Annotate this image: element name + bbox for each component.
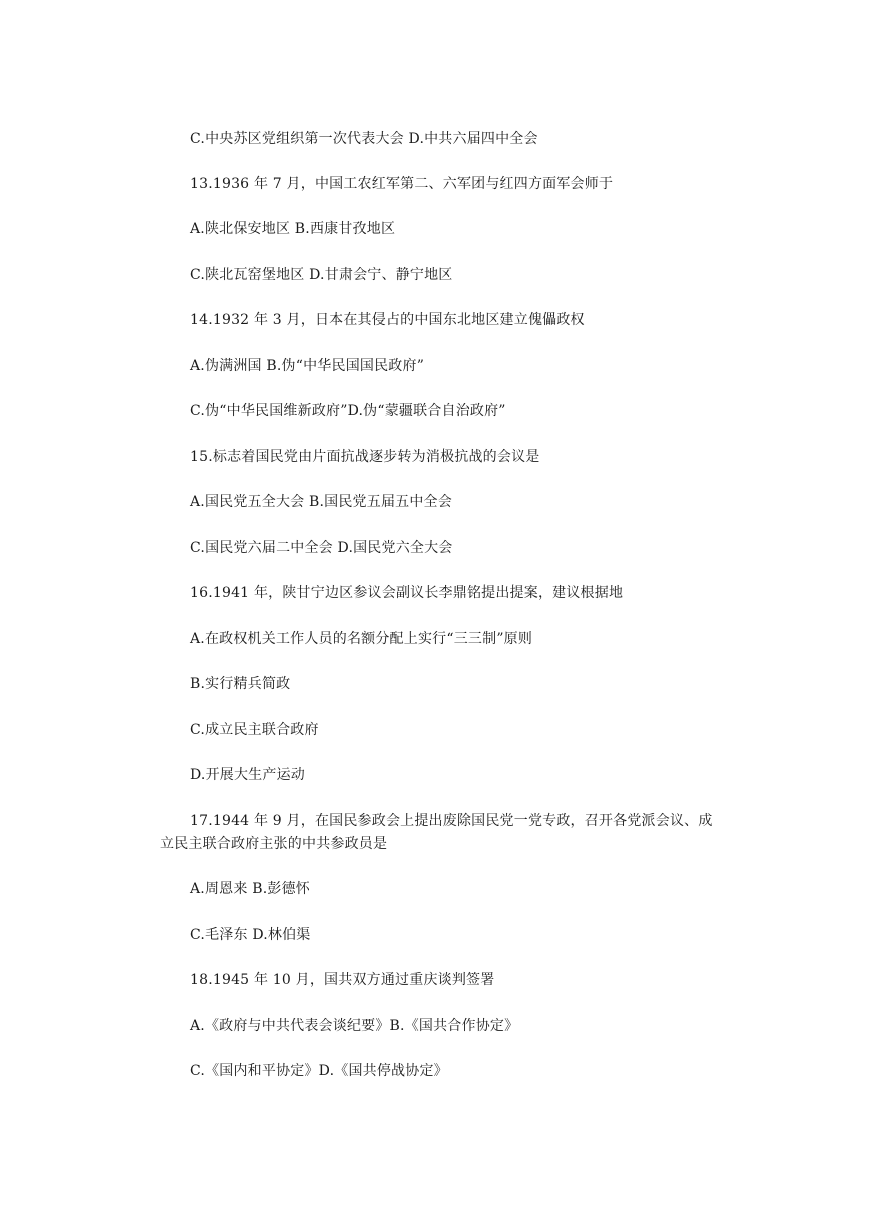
answer-option-16-d: D.开展大生产运动 <box>190 767 305 783</box>
answer-option-16-c: C.成立民主联合政府 <box>190 722 319 738</box>
question-16: 16.1941 年，陕甘宁边区参议会副议长李鼎铭提出提案，建议根据地 <box>190 585 624 601</box>
answer-options-18-cd: C.《国内和平协定》D.《国共停战协定》 <box>190 1063 448 1079</box>
question-13: 13.1936 年 7 月，中国工农红军第二、六军团与红四方面军会师于 <box>190 176 614 192</box>
answer-options-14-ab: A.伪满洲国 B.伪“中华民国国民政府” <box>190 358 425 374</box>
answer-options-15-cd: C.国民党六届二中全会 D.国民党六全大会 <box>190 540 453 556</box>
answer-options-17-cd: C.毛泽东 D.林伯渠 <box>190 927 311 943</box>
question-14: 14.1932 年 3 月，日本在其侵占的中国东北地区建立傀儡政权 <box>190 312 585 328</box>
answer-options-15-ab: A.国民党五全大会 B.国民党五届五中全会 <box>190 494 452 510</box>
answer-option-16-b: B.实行精兵简政 <box>190 676 291 692</box>
answer-options-14-cd: C.伪“中华民国维新政府”D.伪“蒙疆联合自治政府” <box>190 403 506 419</box>
question-15: 15.标志着国民党由片面抗战逐步转为消极抗战的会议是 <box>190 449 540 465</box>
answer-options-13-ab: A.陕北保安地区 B.西康甘孜地区 <box>190 221 396 237</box>
answer-options-17-ab: A.周恩来 B.彭德怀 <box>190 881 310 897</box>
answer-options-18-ab: A.《政府与中共代表会谈纪要》B.《国共合作协定》 <box>190 1018 519 1034</box>
question-17-line-2: 立民主联合政府主张的中共参政员是 <box>160 836 388 852</box>
answer-options-13-cd: C.陕北瓦窑堡地区 D.甘肃会宁、静宁地区 <box>190 267 453 283</box>
answer-options-12-cd: C.中央苏区党组织第一次代表大会 D.中共六届四中全会 <box>190 131 538 147</box>
question-18: 18.1945 年 10 月，国共双方通过重庆谈判签署 <box>190 972 495 988</box>
question-17-line-1: 17.1944 年 9 月，在国民参政会上提出废除国民党一党专政，召开各党派会议、成 <box>190 813 713 829</box>
answer-option-16-a: A.在政权机关工作人员的名额分配上实行“三三制”原则 <box>190 631 533 647</box>
